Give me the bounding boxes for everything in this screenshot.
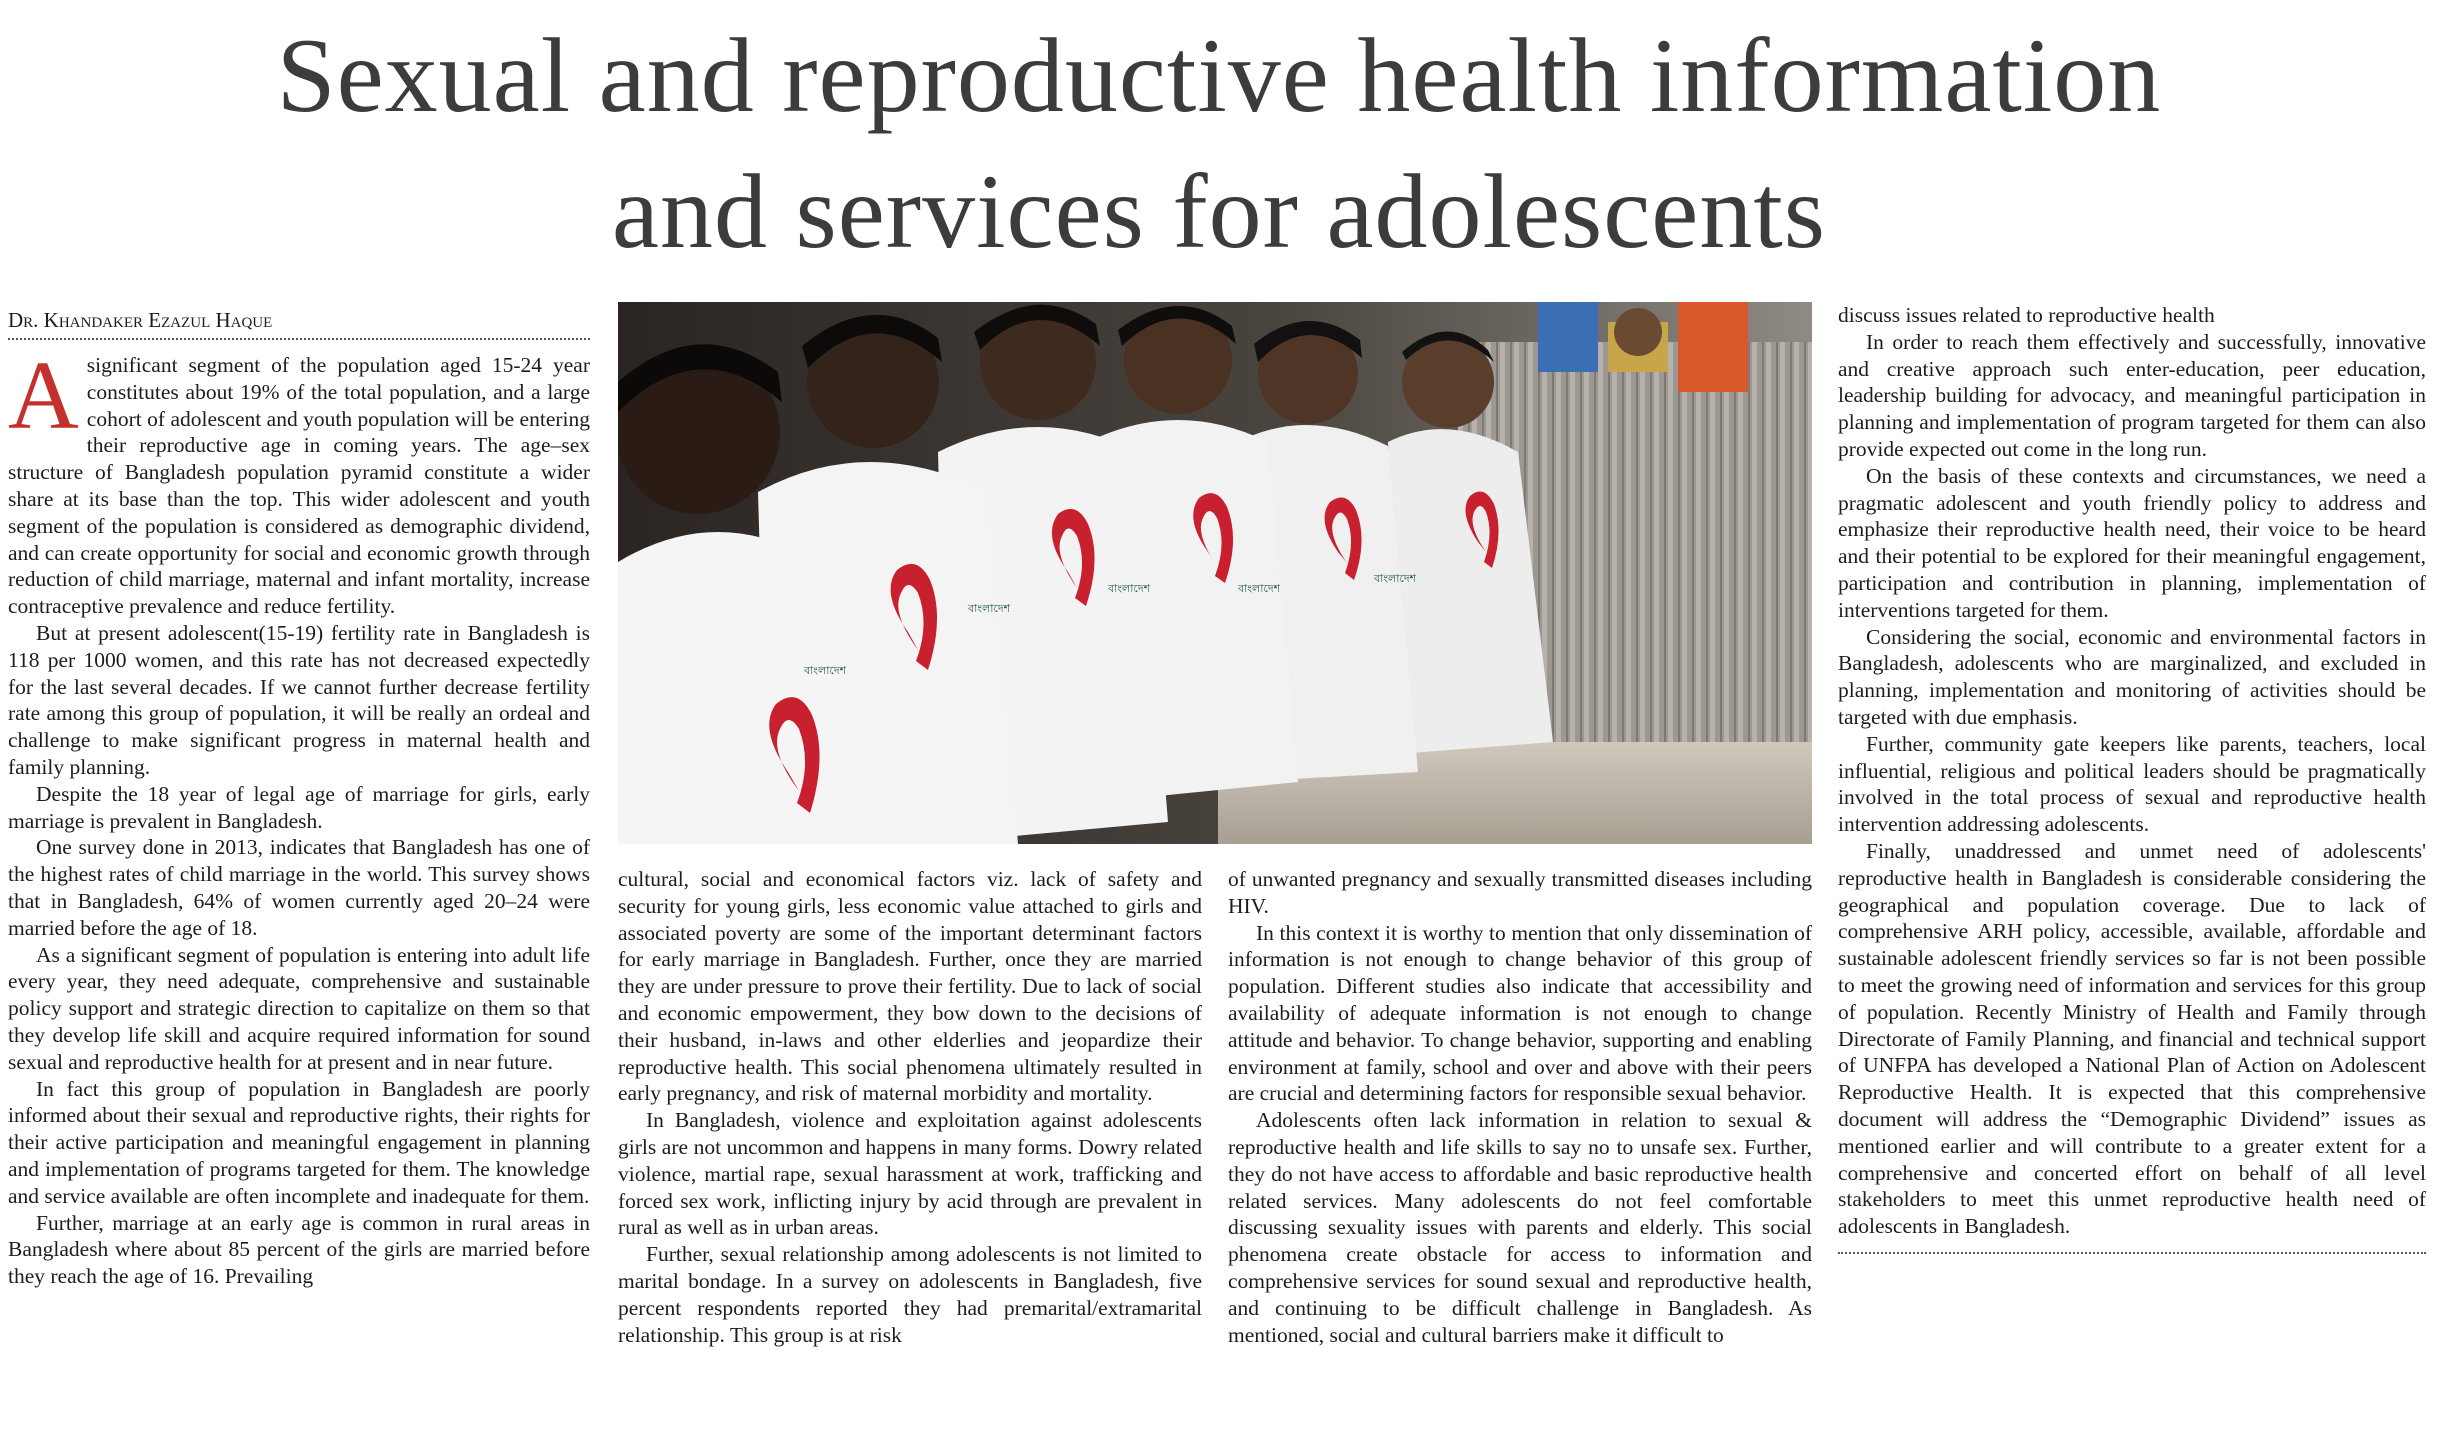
shirt-logo-text: বাংলাদেশ: [968, 602, 1011, 615]
shirt-logo-text: বাংলাদেশ: [1108, 582, 1151, 595]
paragraph: Adolescents often lack information in relation to sexual & reproductive health and life skills to say no to unsafe sex. Further, they do not have access to affordable and basic reproductive health related services. Many adolescents do not feel comfortable discussing sexuality issues with parents and elderly. This social phenomena create obstacle for access to information and comprehensive services for sound sexual and reproductive health, and continuing to be difficult challenge in Bangladesh. As mentioned, social and cultural barriers make it difficult to: [1228, 1108, 1812, 1347]
article-column-4: [1838, 302, 2426, 1254]
headline: [0, 8, 2438, 280]
end-rule: [1838, 1252, 2426, 1254]
article-column-1: [8, 308, 590, 1290]
paragraph-text: significant segment of the population aged 15-24 year constitutes about 19% of the total population, and a large cohort of adolescent and youth population will be entering their reproductive age in coming years. The age–sex structure of Bangladesh population pyramid constitute a wider share at its base than the top. This wider adolescent and youth segment of the population is considered as demographic dividend, and can create opportunity for social and economic growth through reduction of child marriage, maternal and infant mortality, increase contraceptive prevalence and reduce fertility.: [8, 353, 590, 619]
article-column-2: [618, 866, 1202, 1348]
article-column-3: [1228, 866, 1812, 1348]
paragraph: discuss issues related to reproductive health: [1838, 303, 2215, 327]
shirt-logo-text: বাংলাদেশ: [804, 664, 847, 677]
drop-cap: A: [8, 342, 79, 450]
paragraph: Further, sexual relationship among adolescents is not limited to marital bondage. In a survey on adolescents in Bangladesh, five percent respondents reported they had premarital/extramarital relationship. This group is at risk: [618, 1242, 1202, 1347]
paragraph: cultural, social and economical factors viz. lack of safety and security for young girls, less economic value attached to girls and associated poverty are some of the important determinant factors for early marriage in Bangladesh. Further, once they are married they are under pressure to prove their fertility. Due to lack of social and economic empowerment, they bow down to the decisions of their husband, in-laws and other elderlies and jeopardize their reproductive health. This social phenomena ultimately resulted in early pregnancy, and risk of maternal morbidity and mortality.: [618, 867, 1202, 1106]
paragraph: In this context it is worthy to mention that only dissemination of information is not enough to change behavior of this group of population. Different studies also indicate that accessibility and availability of adequate information is not enough to change attitude and behavior. To change behavior, supporting and enabling environment at family, school and over and above with their peers are crucial and determining factors for responsible sexual behavior.: [1228, 920, 1812, 1106]
paragraph: In order to reach them effectively and successfully, innovative and creative approach such enter-education, peer education, leadership building for advocacy, and meaningful participation in planning and implementation of program targeted for them can also provide expected out come in the long run.: [1838, 329, 2426, 461]
shirt-logo-text: বাংলাদেশ: [1374, 572, 1417, 585]
paragraph: [8, 342, 590, 620]
paragraph: of unwanted pregnancy and sexually transmitted diseases including HIV.: [1228, 867, 1812, 918]
paragraph: Despite the 18 year of legal age of marriage for girls, early marriage is prevalent in Bangladesh.: [8, 781, 590, 833]
paragraph: One survey done in 2013, indicates that Bangladesh has one of the highest rates of child marriage in the world. This survey shows that in Bangladesh, 64% of women currently aged 20–24 were married before the age of 18.: [8, 835, 590, 940]
shirt-logo-text: বাংলাদেশ: [1238, 582, 1281, 595]
byline: Dr. Khandaker Ezazul Haque: [8, 308, 590, 340]
paragraph: As a significant segment of population is entering into adult life every year, they need adequate, comprehensive and sustainable policy support and strategic direction to capitalize on them so that they develop life skill and acquire required information for sound sexual and reproductive health for at present and in near future.: [8, 942, 590, 1074]
headline-line-1: Sexual and reproductive health information: [276, 17, 2162, 134]
paragraph: Finally, unaddressed and unmet need of adolescents' reproductive health in Bangladesh is considerable considering the geographical and population coverage. Due to lack of comprehensive ARH policy, accessible, available, affordable and sustainable adolescent friendly services so far is not been possible to meet the growing need of information and services for this group of population. Recently Ministry of Health and Family through Directorate of Family Planning, and financial and technical support of UNFPA has developed a National Plan of Action on Adolescent Reproductive Health. It is expected that this comprehensive document will address the “Demographic Dividend” issues as mentioned earlier and will contribute to a greater extent for a comprehensive and concerted effort on behalf of all level stakeholders to meet this unmet reproductive health need of adolescents in Bangladesh.: [1838, 838, 2426, 1239]
paragraph: On the basis of these contexts and circumstances, we need a pragmatic adolescent and youth friendly policy to address and emphasize their reproductive health need, their voice to be heard and their potential to be explored for their meaningful engagement, participation and contribution in planning, implementation of interventions targeted for them.: [1838, 463, 2426, 622]
paragraph: Further, marriage at an early age is common in rural areas in Bangladesh where about 85 percent of the girls are married before they reach the age of 16. Prevailing: [8, 1210, 590, 1289]
paragraph: In fact this group of population in Bangladesh are poorly informed about their sexual and reproductive rights, their rights for their active participation and meaningful engagement in planning and implementation of programs targeted for them. The knowledge and service available are often incomplete and inadequate for them.: [8, 1076, 590, 1208]
paragraph: Considering the social, economic and environmental factors in Bangladesh, adolescents who are marginalized, and excluded in planning, implementation and monitoring of activities should be targeted with due emphasis.: [1838, 624, 2426, 729]
paragraph: In Bangladesh, violence and exploitation against adolescents girls are not uncommon and happens in many forms. Dowry related violence, martial rape, sexual harassment at work, trafficking and forced sex work, inflicting injury by acid through are prevalent in rural as well as in urban areas.: [618, 1108, 1202, 1240]
headline-line-2: and services for adolescents: [611, 153, 1827, 270]
article-photo: [618, 302, 1812, 844]
paragraph: But at present adolescent(15-19) fertility rate in Bangladesh is 118 per 1000 women, and this rate has not decreased expectedly for the last several decades. If we cannot further decrease fertility rate among this group of population, it will be really an ordeal and challenge to make significant progress in maternal health and family planning.: [8, 620, 590, 779]
paragraph: Further, community gate keepers like parents, teachers, local influential, religious and political leaders should be pragmatically involved in the total process of sexual and reproductive health intervention addressing adolescents.: [1838, 731, 2426, 837]
